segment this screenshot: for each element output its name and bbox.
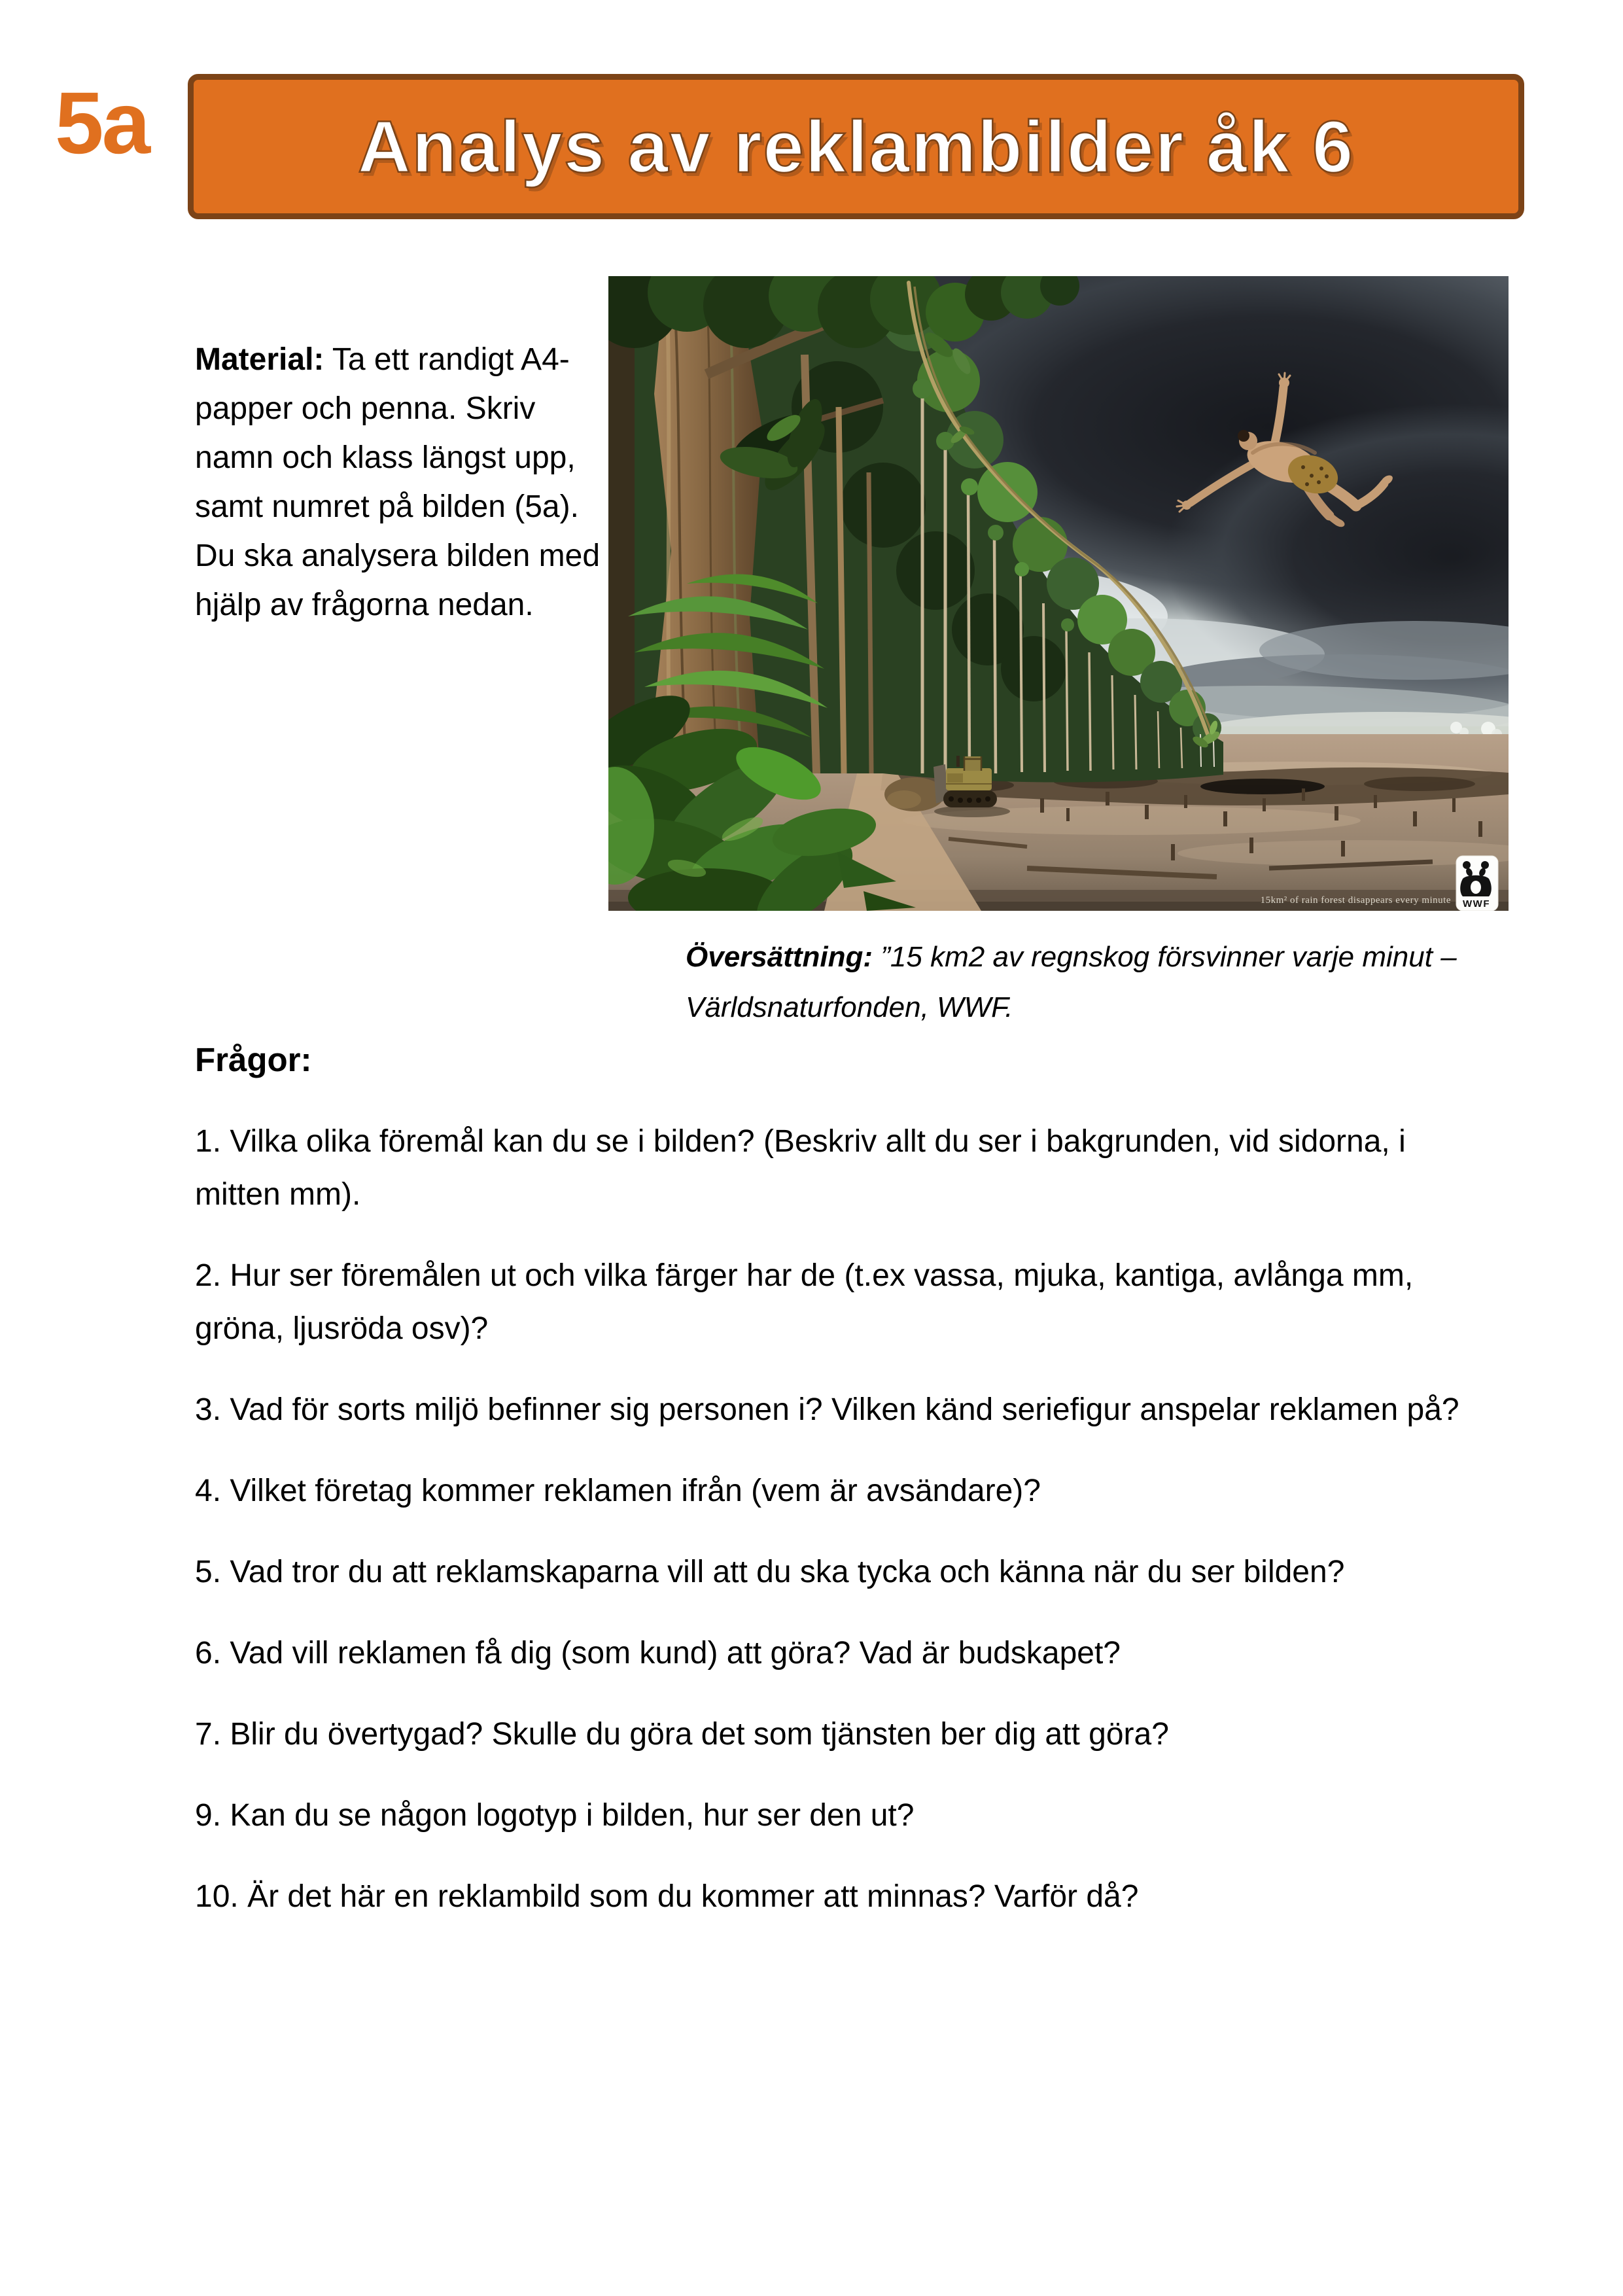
question-item-6: 6. Vad vill reklamen få dig (som kund) att göra? Vad är budskapet? <box>195 1636 1121 1670</box>
wwf-logo-text: WWF <box>1463 898 1490 910</box>
question-item-1: 1. Vilka olika föremål kan du se i bilden? (Beskriv allt du ser i bakgrunden, vid sidorna, i mitten mm). <box>195 1124 1406 1212</box>
caption-label: Översättning: <box>686 941 873 973</box>
question-item-9: 9. Kan du se någon logotyp i bilden, hur ser den ut? <box>195 1798 915 1833</box>
photo-caption <box>686 932 1480 1033</box>
deforestation-scene <box>608 276 1509 911</box>
question-item-2: 2. Hur ser föremålen ut och vilka färger har de (t.ex vassa, mjuka, kantiga, avlånga mm, gröna, ljusröda osv)? <box>195 1258 1414 1346</box>
questions-list <box>195 1115 1497 1951</box>
advert-credit-line: 15km² of rain forest disappears every minute <box>1260 895 1451 906</box>
question-item-5: 5. Vad tror du att reklamskaparna vill att du ska tycka och känna när du ser bilden? <box>195 1555 1345 1589</box>
caption-text: ”15 km2 av regnskog försvinner varje minut – Världsnaturfonden, WWF. <box>686 941 1457 1023</box>
wwf-advert-photo <box>608 276 1509 911</box>
questions-heading: Frågor: <box>195 1041 312 1078</box>
title-banner <box>188 74 1524 219</box>
material-paragraph <box>195 335 606 629</box>
question-item-7: 7. Blir du övertygad? Skulle du göra det som tjänsten ber dig att göra? <box>195 1717 1169 1752</box>
page-title: Analys av reklambilder åk 6 <box>357 105 1355 188</box>
material-text: Ta ett randigt A4-papper och penna. Skriv namn och klass längst upp, samt numret på bilden (5a). Du ska analysera bilden med hjälp av frågorna nedan. <box>195 342 601 622</box>
material-label: Material: <box>195 342 324 377</box>
worksheet-number: 5a <box>55 75 149 172</box>
question-item-3: 3. Vad för sorts miljö befinner sig personen i? Vilken känd seriefigur anspelar reklamen på? <box>195 1392 1459 1427</box>
question-item-4: 4. Vilket företag kommer reklamen ifrån (vem är avsändare)? <box>195 1474 1041 1508</box>
question-item-10: 10. Är det här en reklambild som du kommer att minnas? Varför då? <box>195 1879 1139 1914</box>
wwf-panda-logo <box>1456 856 1498 911</box>
